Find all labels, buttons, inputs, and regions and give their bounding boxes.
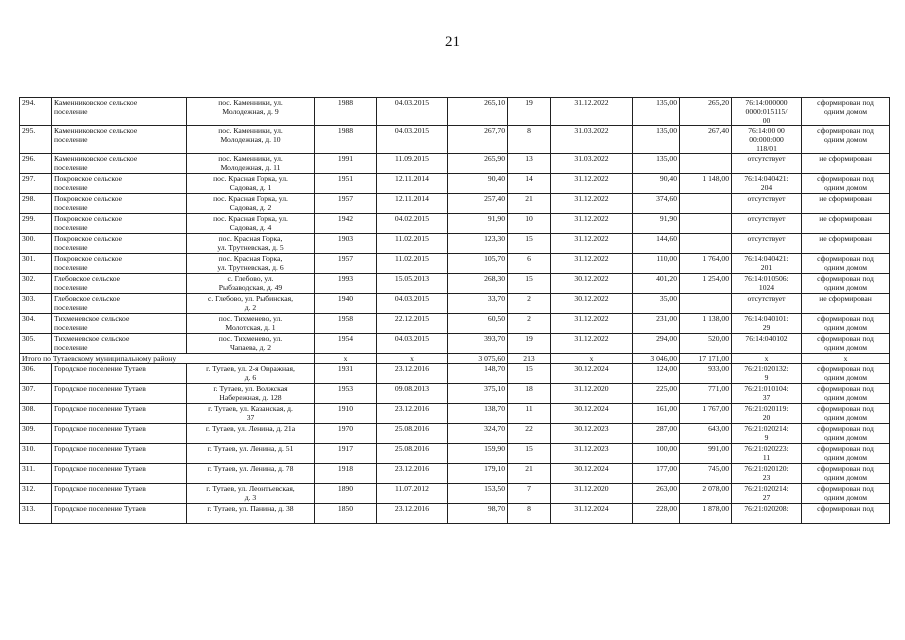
area-cell: 159,90 [448, 444, 508, 464]
address-cell: пос. Тихменево, ул. Чапаева, д. 2 [187, 334, 315, 354]
row-number: 294. [20, 98, 52, 126]
area-plot-cell: 643,00 [680, 424, 732, 444]
date-cell: 11.09.2015 [377, 154, 448, 174]
year-cell: 1988 [315, 126, 377, 154]
settlement-cell: Покровское сельское поселение [52, 254, 187, 274]
settlement-cell: Городское поселение Тутаев [52, 504, 187, 524]
row-number: 308. [20, 404, 52, 424]
year-cell: 1991 [315, 154, 377, 174]
area-land-cell: 263,00 [633, 484, 680, 504]
total-deadline: x [551, 354, 633, 364]
residents-cell: 22 [508, 424, 551, 444]
address-cell: пос. Красная Горка, ул. Садовая, д. 1 [187, 174, 315, 194]
row-number: 300. [20, 234, 52, 254]
status-cell: сформирован под одним домом [802, 484, 890, 504]
cadastre-cell: отсутствует [732, 154, 802, 174]
area-land-cell: 144,60 [633, 234, 680, 254]
table-row [20, 174, 890, 194]
table-row [20, 404, 890, 424]
deadline-cell: 31.12.2022 [551, 214, 633, 234]
date-cell: 23.12.2016 [377, 504, 448, 524]
area-plot-cell: 933,00 [680, 364, 732, 384]
table-row [20, 126, 890, 154]
area-land-cell: 294,00 [633, 334, 680, 354]
area-land-cell: 90,40 [633, 174, 680, 194]
cadastre-cell: 76:21:020208: [732, 504, 802, 524]
cadastre-cell: отсутствует [732, 294, 802, 314]
area-plot-cell [680, 214, 732, 234]
address-cell: г. Тутаев, ул. Ленина, д. 78 [187, 464, 315, 484]
cadastre-cell: 76:14:00 00 00:000:000 118/01 [732, 126, 802, 154]
address-cell: г. Тутаев, ул. 2-я Овражная, д. 6 [187, 364, 315, 384]
date-cell: 04.03.2015 [377, 126, 448, 154]
table-row [20, 254, 890, 274]
date-cell: 25.08.2016 [377, 444, 448, 464]
area-plot-cell: 267,40 [680, 126, 732, 154]
row-number: 307. [20, 384, 52, 404]
deadline-cell: 31.12.2022 [551, 334, 633, 354]
residents-cell: 15 [508, 234, 551, 254]
area-plot-cell: 1 138,00 [680, 314, 732, 334]
year-cell: 1917 [315, 444, 377, 464]
address-cell: пос. Красная Горка, ул. Трутневская, д. 6 [187, 254, 315, 274]
deadline-cell: 30.12.2023 [551, 424, 633, 444]
year-cell: 1942 [315, 214, 377, 234]
cadastre-cell: 76:14:010506: 1024 [732, 274, 802, 294]
row-number: 298. [20, 194, 52, 214]
residents-cell: 13 [508, 154, 551, 174]
year-cell: 1993 [315, 274, 377, 294]
table-body [20, 98, 890, 524]
table-row [20, 334, 890, 354]
cadastre-cell: 76:21:010104: 37 [732, 384, 802, 404]
residents-cell: 21 [508, 464, 551, 484]
area-land-cell: 124,00 [633, 364, 680, 384]
row-number: 296. [20, 154, 52, 174]
address-cell: пос. Красная Горка, ул. Трутневская, д. 5 [187, 234, 315, 254]
year-cell: 1958 [315, 314, 377, 334]
residents-cell: 11 [508, 404, 551, 424]
cadastre-cell: 76:14:040101: 29 [732, 314, 802, 334]
year-cell: 1957 [315, 194, 377, 214]
row-number: 303. [20, 294, 52, 314]
residents-cell: 8 [508, 504, 551, 524]
area-plot-cell: 1 764,00 [680, 254, 732, 274]
total-status: x [802, 354, 890, 364]
date-cell: 25.08.2016 [377, 424, 448, 444]
deadline-cell: 30.12.2024 [551, 364, 633, 384]
row-number: 305. [20, 334, 52, 354]
cadastre-cell: 76:21:020119: 20 [732, 404, 802, 424]
deadline-cell: 31.12.2020 [551, 384, 633, 404]
deadline-cell: 31.12.2024 [551, 504, 633, 524]
table-row [20, 384, 890, 404]
row-number: 301. [20, 254, 52, 274]
date-cell: 23.12.2016 [377, 464, 448, 484]
area-land-cell: 401,20 [633, 274, 680, 294]
total-a2: 17 171,00 [680, 354, 732, 364]
area-cell: 153,50 [448, 484, 508, 504]
residents-cell: 19 [508, 98, 551, 126]
year-cell: 1953 [315, 384, 377, 404]
area-land-cell: 161,00 [633, 404, 680, 424]
status-cell: не сформирован [802, 154, 890, 174]
date-cell: 04.03.2015 [377, 334, 448, 354]
page-number: 21 [445, 34, 460, 50]
cadastre-cell: отсутствует [732, 214, 802, 234]
total-row [20, 354, 890, 364]
table-row [20, 364, 890, 384]
row-number: 313. [20, 504, 52, 524]
status-cell: сформирован под одним домом [802, 464, 890, 484]
settlement-cell: Покровское сельское поселение [52, 174, 187, 194]
date-cell: 23.12.2016 [377, 364, 448, 384]
address-cell: пос. Тихменево, ул. Молотская, д. 1 [187, 314, 315, 334]
year-cell: 1957 [315, 254, 377, 274]
status-cell: сформирован под одним домом [802, 274, 890, 294]
year-cell: 1970 [315, 424, 377, 444]
year-cell: 1903 [315, 234, 377, 254]
settlement-cell: Покровское сельское поселение [52, 234, 187, 254]
row-number: 302. [20, 274, 52, 294]
total-label: Итого по Тутаевскому муниципальному району [20, 354, 315, 364]
table-row [20, 294, 890, 314]
row-number: 295. [20, 126, 52, 154]
row-number: 312. [20, 484, 52, 504]
address-cell: пос. Каменники, ул. Молодежная, д. 9 [187, 98, 315, 126]
table-row [20, 234, 890, 254]
date-cell: 11.02.2015 [377, 254, 448, 274]
address-cell: г. Тутаев, ул. Панина, д. 38 [187, 504, 315, 524]
date-cell: 09.08.2013 [377, 384, 448, 404]
status-cell: сформирован под одним домом [802, 254, 890, 274]
settlement-cell: Покровское сельское поселение [52, 214, 187, 234]
settlement-cell: Городское поселение Тутаев [52, 484, 187, 504]
area-cell: 105,70 [448, 254, 508, 274]
deadline-cell: 31.03.2022 [551, 126, 633, 154]
area-cell: 265,90 [448, 154, 508, 174]
year-cell: 1940 [315, 294, 377, 314]
status-cell: сформирован под одним домом [802, 364, 890, 384]
deadline-cell: 31.03.2022 [551, 154, 633, 174]
deadline-cell: 31.12.2023 [551, 444, 633, 464]
date-cell: 23.12.2016 [377, 404, 448, 424]
date-cell: 11.02.2015 [377, 234, 448, 254]
deadline-cell: 31.12.2022 [551, 98, 633, 126]
row-number: 304. [20, 314, 52, 334]
residents-cell: 15 [508, 274, 551, 294]
status-cell: сформирован под одним домом [802, 126, 890, 154]
cadastre-cell: 76:14:040102 [732, 334, 802, 354]
housing-register-table [19, 97, 890, 524]
year-cell: 1910 [315, 404, 377, 424]
area-plot-cell: 1 767,00 [680, 404, 732, 424]
table-row [20, 214, 890, 234]
settlement-cell: Городское поселение Тутаев [52, 464, 187, 484]
area-cell: 265,10 [448, 98, 508, 126]
area-plot-cell: 265,20 [680, 98, 732, 126]
status-cell: сформирован под одним домом [802, 424, 890, 444]
cadastre-cell: 76:21:020223: 11 [732, 444, 802, 464]
area-plot-cell: 771,00 [680, 384, 732, 404]
cadastre-cell: 76:21:020120: 23 [732, 464, 802, 484]
row-number: 299. [20, 214, 52, 234]
row-number: 311. [20, 464, 52, 484]
status-cell: не сформирован [802, 214, 890, 234]
table-row [20, 444, 890, 464]
area-cell: 324,70 [448, 424, 508, 444]
total-date: x [377, 354, 448, 364]
row-number: 297. [20, 174, 52, 194]
area-land-cell: 135,00 [633, 98, 680, 126]
deadline-cell: 30.12.2022 [551, 274, 633, 294]
settlement-cell: Городское поселение Тутаев [52, 364, 187, 384]
cadastre-cell: 76:14:040421: 204 [732, 174, 802, 194]
status-cell: сформирован под одним домом [802, 384, 890, 404]
address-cell: г. Тутаев, ул. Казанская, д. 37 [187, 404, 315, 424]
total-a1: 3 046,00 [633, 354, 680, 364]
area-plot-cell: 1 878,00 [680, 504, 732, 524]
area-plot-cell: 745,00 [680, 464, 732, 484]
area-plot-cell: 991,00 [680, 444, 732, 464]
address-cell: г. Тутаев, ул. Волжская Набережная, д. 128 [187, 384, 315, 404]
area-cell: 393,70 [448, 334, 508, 354]
settlement-cell: Городское поселение Тутаев [52, 424, 187, 444]
status-cell: сформирован под одним домом [802, 404, 890, 424]
area-cell: 91,90 [448, 214, 508, 234]
deadline-cell: 31.12.2022 [551, 314, 633, 334]
settlement-cell: Городское поселение Тутаев [52, 444, 187, 464]
address-cell: г. Тутаев, ул. Леонтьевская, д. 3 [187, 484, 315, 504]
area-cell: 267,70 [448, 126, 508, 154]
residents-cell: 19 [508, 334, 551, 354]
date-cell: 12.11.2014 [377, 194, 448, 214]
settlement-cell: Тихменевское сельское поселение [52, 314, 187, 334]
area-land-cell: 110,00 [633, 254, 680, 274]
settlement-cell: Городское поселение Тутаев [52, 384, 187, 404]
settlement-cell: Каменниковское сельское поселение [52, 126, 187, 154]
area-land-cell: 135,00 [633, 126, 680, 154]
status-cell: сформирован под [802, 504, 890, 524]
row-number: 309. [20, 424, 52, 444]
area-plot-cell [680, 234, 732, 254]
year-cell: 1850 [315, 504, 377, 524]
table-row [20, 154, 890, 174]
area-plot-cell: 1 254,00 [680, 274, 732, 294]
table-row [20, 464, 890, 484]
cadastre-cell: отсутствует [732, 194, 802, 214]
address-cell: с. Глебово, ул. Рыбзаводская, д. 49 [187, 274, 315, 294]
area-land-cell: 35,00 [633, 294, 680, 314]
status-cell: сформирован под одним домом [802, 444, 890, 464]
table-row [20, 314, 890, 334]
deadline-cell: 30.12.2024 [551, 404, 633, 424]
date-cell: 04.03.2015 [377, 294, 448, 314]
year-cell: 1951 [315, 174, 377, 194]
total-area: 3 075,60 [448, 354, 508, 364]
address-cell: пос. Каменники, ул. Молодежная, д. 11 [187, 154, 315, 174]
date-cell: 22.12.2015 [377, 314, 448, 334]
area-cell: 123,30 [448, 234, 508, 254]
area-plot-cell: 520,00 [680, 334, 732, 354]
settlement-cell: Покровское сельское поселение [52, 194, 187, 214]
table-row [20, 484, 890, 504]
address-cell: пос. Красная Горка, ул. Садовая, д. 4 [187, 214, 315, 234]
deadline-cell: 31.12.2020 [551, 484, 633, 504]
table-row [20, 274, 890, 294]
address-cell: пос. Красная Горка, ул. Садовая, д. 2 [187, 194, 315, 214]
area-plot-cell [680, 194, 732, 214]
status-cell: не сформирован [802, 194, 890, 214]
residents-cell: 15 [508, 444, 551, 464]
status-cell: сформирован под одним домом [802, 334, 890, 354]
year-cell: 1954 [315, 334, 377, 354]
deadline-cell: 31.12.2022 [551, 174, 633, 194]
deadline-cell: 31.12.2022 [551, 254, 633, 274]
area-cell: 148,70 [448, 364, 508, 384]
year-cell: 1890 [315, 484, 377, 504]
area-cell: 60,50 [448, 314, 508, 334]
row-number: 306. [20, 364, 52, 384]
area-land-cell: 100,00 [633, 444, 680, 464]
year-cell: 1918 [315, 464, 377, 484]
year-cell: 1988 [315, 98, 377, 126]
date-cell: 11.07.2012 [377, 484, 448, 504]
table-row [20, 424, 890, 444]
status-cell: не сформирован [802, 234, 890, 254]
residents-cell: 7 [508, 484, 551, 504]
residents-cell: 8 [508, 126, 551, 154]
row-number: 310. [20, 444, 52, 464]
total-residents: 213 [508, 354, 551, 364]
area-land-cell: 91,90 [633, 214, 680, 234]
date-cell: 04.02.2015 [377, 214, 448, 234]
status-cell: не сформирован [802, 294, 890, 314]
address-cell: с. Глебово, ул. Рыбинская, д. 2 [187, 294, 315, 314]
cadastre-cell: отсутствует [732, 234, 802, 254]
address-cell: пос. Каменники, ул. Молодежная, д. 10 [187, 126, 315, 154]
settlement-cell: Городское поселение Тутаев [52, 404, 187, 424]
cadastre-cell: 76:21:020214: 27 [732, 484, 802, 504]
area-land-cell: 135,00 [633, 154, 680, 174]
settlement-cell: Тихменевское сельское поселение [52, 334, 187, 354]
residents-cell: 6 [508, 254, 551, 274]
area-land-cell: 228,00 [633, 504, 680, 524]
area-cell: 138,70 [448, 404, 508, 424]
area-cell: 90,40 [448, 174, 508, 194]
area-land-cell: 225,00 [633, 384, 680, 404]
area-cell: 33,70 [448, 294, 508, 314]
total-year: x [315, 354, 377, 364]
status-cell: сформирован под одним домом [802, 98, 890, 126]
settlement-cell: Глебовское сельское поселение [52, 294, 187, 314]
status-cell: сформирован под одним домом [802, 174, 890, 194]
area-cell: 179,10 [448, 464, 508, 484]
residents-cell: 2 [508, 314, 551, 334]
table-row [20, 504, 890, 524]
address-cell: г. Тутаев, ул. Ленина, д. 51 [187, 444, 315, 464]
area-plot-cell [680, 154, 732, 174]
residents-cell: 14 [508, 174, 551, 194]
deadline-cell: 30.12.2022 [551, 294, 633, 314]
deadline-cell: 31.12.2022 [551, 234, 633, 254]
area-land-cell: 374,60 [633, 194, 680, 214]
status-cell: сформирован под одним домом [802, 314, 890, 334]
area-plot-cell [680, 294, 732, 314]
cadastre-cell: 76:21:020132: 9 [732, 364, 802, 384]
table-row [20, 98, 890, 126]
year-cell: 1931 [315, 364, 377, 384]
date-cell: 12.11.2014 [377, 174, 448, 194]
area-land-cell: 287,00 [633, 424, 680, 444]
cadastre-cell: 76:14:040421: 201 [732, 254, 802, 274]
residents-cell: 2 [508, 294, 551, 314]
residents-cell: 21 [508, 194, 551, 214]
residents-cell: 15 [508, 364, 551, 384]
table-row [20, 194, 890, 214]
settlement-cell: Глебовское сельское поселение [52, 274, 187, 294]
residents-cell: 10 [508, 214, 551, 234]
area-plot-cell: 1 148,00 [680, 174, 732, 194]
deadline-cell: 30.12.2024 [551, 464, 633, 484]
residents-cell: 18 [508, 384, 551, 404]
date-cell: 15.05.2013 [377, 274, 448, 294]
cadastre-cell: 76:14:000000 0000:015115/ 00 [732, 98, 802, 126]
area-cell: 257,40 [448, 194, 508, 214]
address-cell: г. Тутаев, ул. Ленина, д. 21а [187, 424, 315, 444]
settlement-cell: Каменниковское сельское поселение [52, 154, 187, 174]
area-plot-cell: 2 078,00 [680, 484, 732, 504]
area-land-cell: 177,00 [633, 464, 680, 484]
deadline-cell: 31.12.2022 [551, 194, 633, 214]
date-cell: 04.03.2015 [377, 98, 448, 126]
settlement-cell: Каменниковское сельское поселение [52, 98, 187, 126]
total-cadastre: x [732, 354, 802, 364]
area-cell: 98,70 [448, 504, 508, 524]
area-cell: 375,10 [448, 384, 508, 404]
area-cell: 268,30 [448, 274, 508, 294]
cadastre-cell: 76:21:020214: 9 [732, 424, 802, 444]
area-land-cell: 231,00 [633, 314, 680, 334]
